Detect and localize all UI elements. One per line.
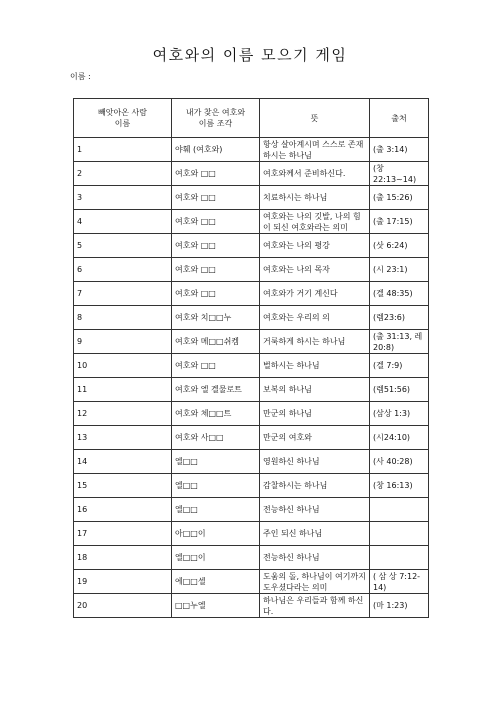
meaning: 항상 살아계시며 스스로 존재하시는 하나님 <box>260 138 370 162</box>
row-number: 8 <box>74 306 172 330</box>
name-piece: 야훼 (여호와) <box>172 138 260 162</box>
table-row <box>74 402 429 426</box>
meaning: 여호와께서 준비하신다. <box>260 162 370 186</box>
source: (출 15:26) <box>370 186 429 210</box>
table-row <box>74 498 429 522</box>
meaning: 도움의 돌, 하나님이 여기까지 도우셨다라는 의미 <box>260 570 370 594</box>
row-number: 14 <box>74 450 172 474</box>
meaning: 보복의 하나님 <box>260 378 370 402</box>
table-row <box>74 546 429 570</box>
table-row <box>74 306 429 330</box>
meaning: 전능하신 하나님 <box>260 546 370 570</box>
table-row <box>74 186 429 210</box>
name-piece: 여호와 치□□누 <box>172 306 260 330</box>
name-piece: 여호와 □□ <box>172 186 260 210</box>
meaning: 감찰하시는 하나님 <box>260 474 370 498</box>
meaning: 치료하시는 하나님 <box>260 186 370 210</box>
source: ( 삼 상 7:12-14) <box>370 570 429 594</box>
meaning: 만군의 여호와 <box>260 426 370 450</box>
row-number: 4 <box>74 210 172 234</box>
meaning: 여호와는 나의 깃발, 나의 힘이 되신 여호와라는 의미 <box>260 210 370 234</box>
header-name-piece-line2: 이름 조각 <box>198 119 233 128</box>
name-piece: 여호와 □□ <box>172 354 260 378</box>
source: (시24:10) <box>370 426 429 450</box>
table-row <box>74 354 429 378</box>
header-name-piece-line1: 내가 찾은 여호와 <box>185 108 246 117</box>
header-taker-name-line2: 이름 <box>114 119 131 128</box>
document-title: 여호와의 이름 모으기 게임 <box>152 46 348 64</box>
name-piece: 엘□□ <box>172 450 260 474</box>
table-row <box>74 258 429 282</box>
meaning: 전능하신 하나님 <box>260 498 370 522</box>
source: (출 17:15) <box>370 210 429 234</box>
name-piece: 에□□셀 <box>172 570 260 594</box>
meaning: 여호와가 거기 계신다 <box>260 282 370 306</box>
meaning: 거룩하게 하시는 하나님 <box>260 330 370 354</box>
header-name-piece <box>172 99 260 138</box>
table-row <box>74 426 429 450</box>
table-header-row <box>74 99 429 138</box>
header-taker-name <box>74 99 172 138</box>
source: (사 40:28) <box>370 450 429 474</box>
source: (삼상 1:3) <box>370 402 429 426</box>
source: (겔 48:35) <box>370 282 429 306</box>
meaning: 만군의 하나님 <box>260 402 370 426</box>
row-number: 17 <box>74 522 172 546</box>
meaning: 영원하신 하나님 <box>260 450 370 474</box>
name-piece: 여호와 □□ <box>172 234 260 258</box>
name-piece: 여호와 사□□ <box>172 426 260 450</box>
source: (겔 7:9) <box>370 354 429 378</box>
source: (창 22:13~14) <box>370 162 429 186</box>
name-piece: 여호와 메□□쉬켐 <box>172 330 260 354</box>
header-source: 출처 <box>370 99 429 138</box>
row-number: 3 <box>74 186 172 210</box>
source: (출 3:14) <box>370 138 429 162</box>
source: (마 1:23) <box>370 594 429 618</box>
name-piece: □□누엘 <box>172 594 260 618</box>
source: (렘23:6) <box>370 306 429 330</box>
name-piece: 엘□□ <box>172 474 260 498</box>
row-number: 16 <box>74 498 172 522</box>
row-number: 7 <box>74 282 172 306</box>
header-meaning: 뜻 <box>260 99 370 138</box>
source <box>370 546 429 570</box>
source <box>370 498 429 522</box>
table-row <box>74 282 429 306</box>
name-piece: 여호와 체□□트 <box>172 402 260 426</box>
row-number: 2 <box>74 162 172 186</box>
row-number: 6 <box>74 258 172 282</box>
source: (렘51:56) <box>370 378 429 402</box>
table-row <box>74 450 429 474</box>
name-piece: 아□□이 <box>172 522 260 546</box>
name-piece: 엘□□이 <box>172 546 260 570</box>
table-row <box>74 330 429 354</box>
table-row <box>74 234 429 258</box>
name-label: 이름 : <box>70 72 91 81</box>
row-number: 20 <box>74 594 172 618</box>
name-piece: 여호와 □□ <box>172 162 260 186</box>
names-table <box>73 98 429 618</box>
row-number: 1 <box>74 138 172 162</box>
row-number: 9 <box>74 330 172 354</box>
name-piece: 엘□□ <box>172 498 260 522</box>
name-piece: 여호와 □□ <box>172 258 260 282</box>
source: (삿 6:24) <box>370 234 429 258</box>
row-number: 19 <box>74 570 172 594</box>
name-piece: 여호와 □□ <box>172 282 260 306</box>
name-piece: 여호와 □□ <box>172 210 260 234</box>
table-row <box>74 138 429 162</box>
row-number: 10 <box>74 354 172 378</box>
meaning: 여호와는 우리의 의 <box>260 306 370 330</box>
table-row <box>74 210 429 234</box>
meaning: 벌하시는 하나님 <box>260 354 370 378</box>
source: (시 23:1) <box>370 258 429 282</box>
row-number: 11 <box>74 378 172 402</box>
table-row <box>74 522 429 546</box>
row-number: 13 <box>74 426 172 450</box>
table-row <box>74 474 429 498</box>
table-row <box>74 378 429 402</box>
source: (창 16:13) <box>370 474 429 498</box>
source: (출 31:13, 레 20:8) <box>370 330 429 354</box>
source <box>370 522 429 546</box>
meaning: 여호와는 나의 목자 <box>260 258 370 282</box>
row-number: 18 <box>74 546 172 570</box>
meaning: 주인 되신 하나님 <box>260 522 370 546</box>
meaning: 여호와는 나의 평강 <box>260 234 370 258</box>
table-row <box>74 162 429 186</box>
row-number: 15 <box>74 474 172 498</box>
name-piece: 여호와 엘 겔물로트 <box>172 378 260 402</box>
header-taker-name-line1: 빼앗아온 사람 <box>98 108 147 117</box>
meaning: 하나님은 우리들과 함께 하신다. <box>260 594 370 618</box>
row-number: 5 <box>74 234 172 258</box>
table-row <box>74 594 429 618</box>
table-row <box>74 570 429 594</box>
row-number: 12 <box>74 402 172 426</box>
